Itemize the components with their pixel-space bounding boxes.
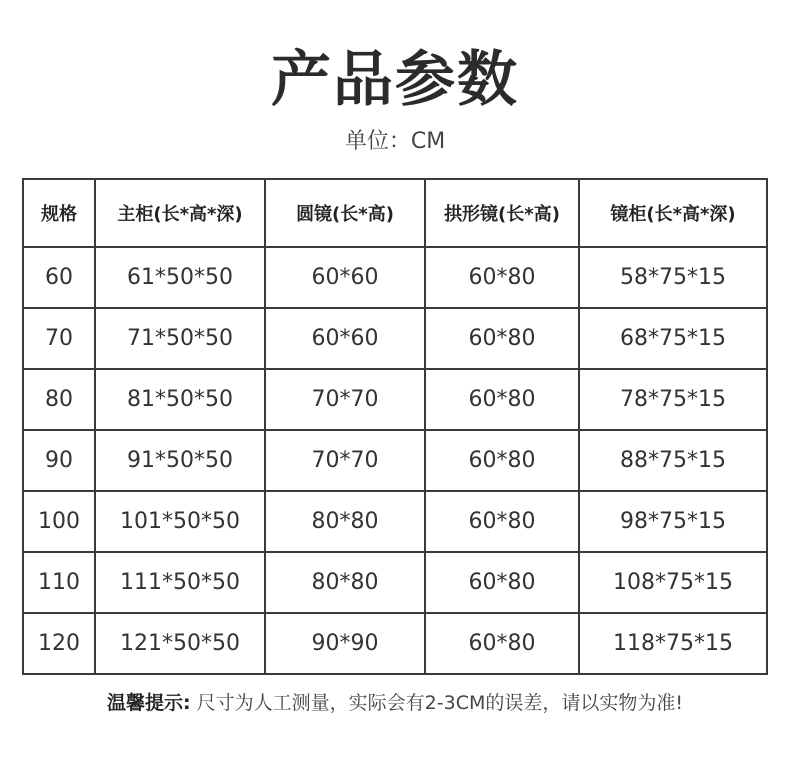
- warm-tip-text: 尺寸为人工测量，实际会有2-3CM的误差，请以实物为准!: [190, 692, 683, 714]
- cell-spec: 60: [23, 247, 95, 308]
- header-arch-mirror: 拱形镜(长*高): [425, 179, 579, 247]
- warm-tip: [0, 688, 790, 718]
- cell-spec: 100: [23, 491, 95, 552]
- table-row: [23, 613, 767, 674]
- cell-spec: 110: [23, 552, 95, 613]
- product-params-table: [22, 178, 768, 675]
- cell-round-mirror: 80*80: [265, 552, 425, 613]
- cell-main-cabinet: 71*50*50: [95, 308, 265, 369]
- cell-mirror-cabinet: 68*75*15: [579, 308, 767, 369]
- cell-mirror-cabinet: 118*75*15: [579, 613, 767, 674]
- table-row: [23, 552, 767, 613]
- table-row: [23, 491, 767, 552]
- cell-arch-mirror: 60*80: [425, 247, 579, 308]
- cell-spec: 80: [23, 369, 95, 430]
- cell-round-mirror: 70*70: [265, 430, 425, 491]
- cell-mirror-cabinet: 88*75*15: [579, 430, 767, 491]
- page-title: 产品参数: [271, 45, 519, 115]
- table-header-row: [23, 179, 767, 247]
- header-mirror-cabinet: 镜柜(长*高*深): [579, 179, 767, 247]
- table-row: [23, 308, 767, 369]
- cell-mirror-cabinet: 98*75*15: [579, 491, 767, 552]
- cell-mirror-cabinet: 58*75*15: [579, 247, 767, 308]
- cell-arch-mirror: 60*80: [425, 613, 579, 674]
- cell-round-mirror: 70*70: [265, 369, 425, 430]
- unit-label: 单位：CM: [344, 129, 446, 154]
- cell-mirror-cabinet: 78*75*15: [579, 369, 767, 430]
- cell-main-cabinet: 121*50*50: [95, 613, 265, 674]
- cell-spec: 120: [23, 613, 95, 674]
- cell-spec: 90: [23, 430, 95, 491]
- header-spec: 规格: [23, 179, 95, 247]
- cell-main-cabinet: 91*50*50: [95, 430, 265, 491]
- warm-tip-label: 温馨提示:: [107, 692, 191, 714]
- cell-mirror-cabinet: 108*75*15: [579, 552, 767, 613]
- cell-arch-mirror: 60*80: [425, 430, 579, 491]
- cell-arch-mirror: 60*80: [425, 308, 579, 369]
- cell-arch-mirror: 60*80: [425, 491, 579, 552]
- cell-arch-mirror: 60*80: [425, 552, 579, 613]
- cell-round-mirror: 90*90: [265, 613, 425, 674]
- cell-main-cabinet: 101*50*50: [95, 491, 265, 552]
- cell-main-cabinet: 111*50*50: [95, 552, 265, 613]
- cell-spec: 70: [23, 308, 95, 369]
- cell-main-cabinet: 81*50*50: [95, 369, 265, 430]
- table-row: [23, 430, 767, 491]
- cell-main-cabinet: 61*50*50: [95, 247, 265, 308]
- header-round-mirror: 圆镜(长*高): [265, 179, 425, 247]
- table-row: [23, 369, 767, 430]
- cell-round-mirror: 60*60: [265, 247, 425, 308]
- cell-arch-mirror: 60*80: [425, 369, 579, 430]
- header-main-cabinet: 主柜(长*高*深): [95, 179, 265, 247]
- table-row: [23, 247, 767, 308]
- cell-round-mirror: 60*60: [265, 308, 425, 369]
- cell-round-mirror: 80*80: [265, 491, 425, 552]
